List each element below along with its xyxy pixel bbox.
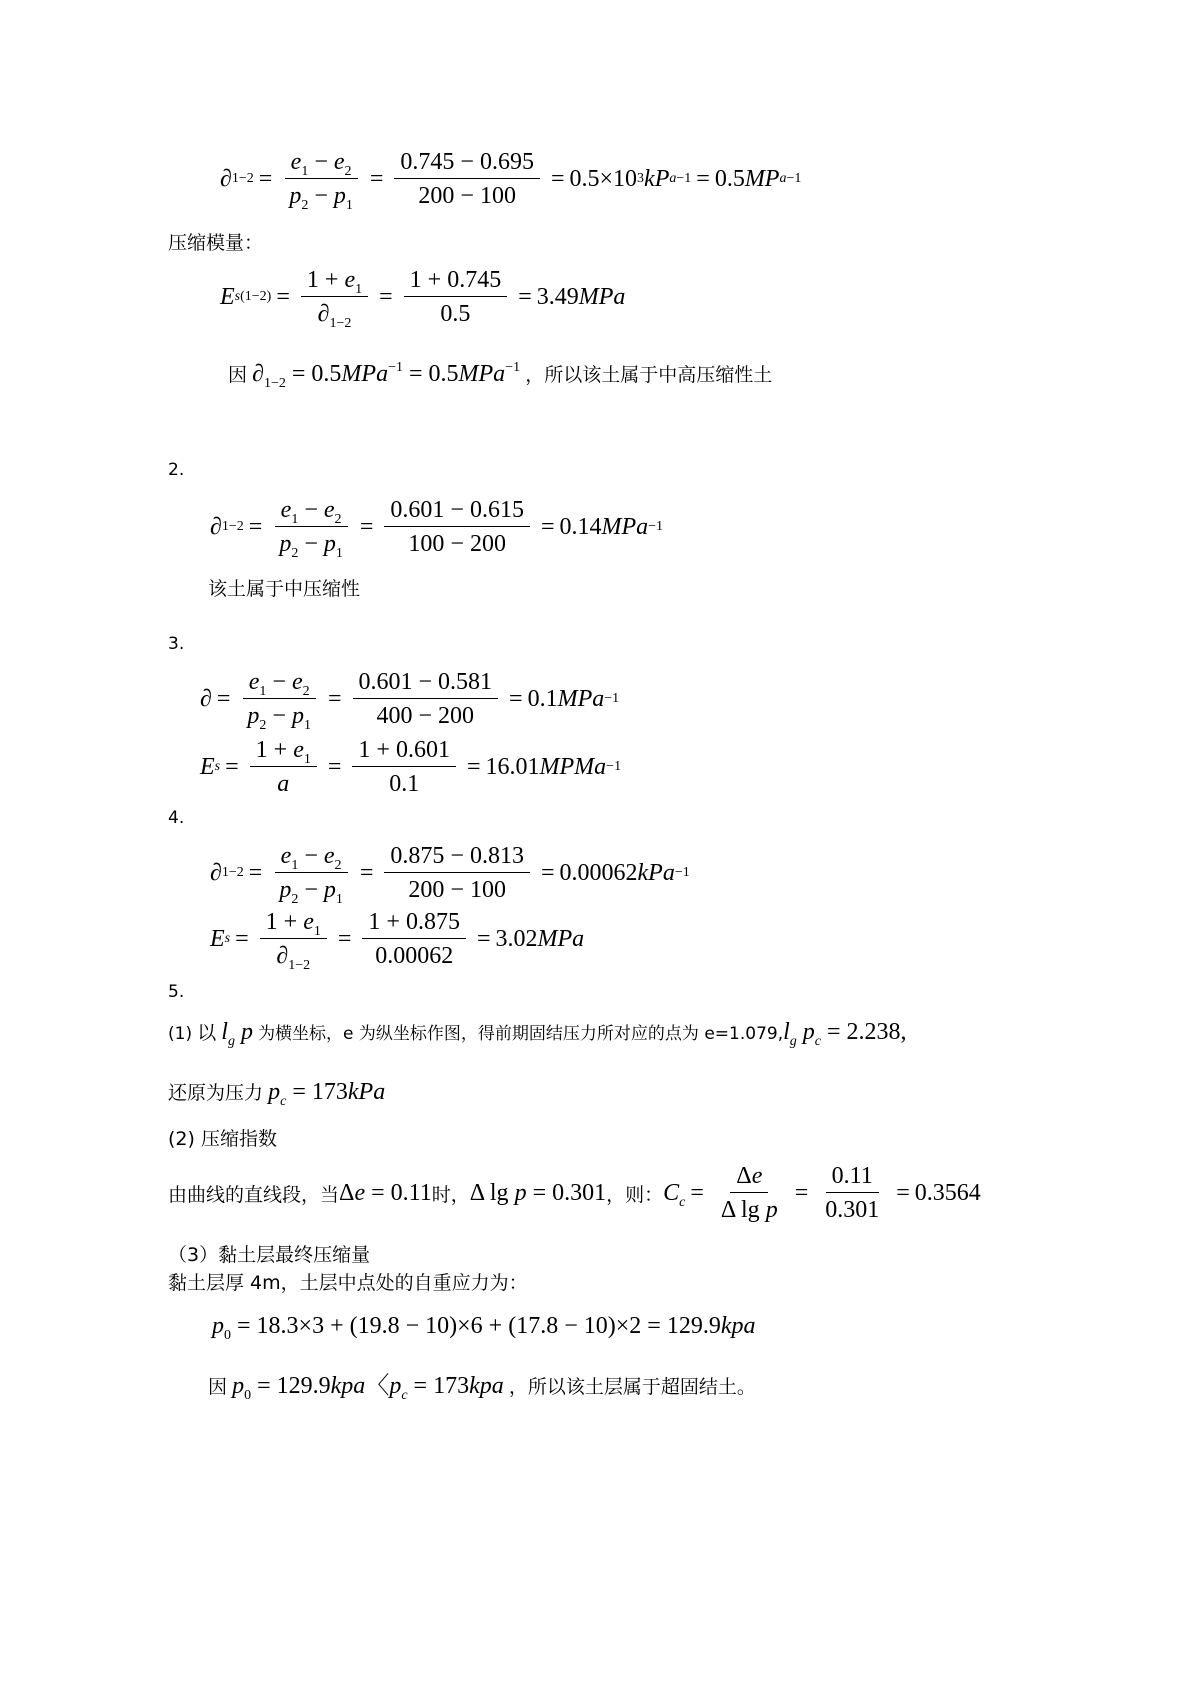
q5-p0-compare: 129.9	[276, 1373, 331, 1399]
q5-part1-text-b: 为横坐标，e 为纵坐标作图，得前期固结压力所对应的点为 e=1.079,	[258, 1024, 784, 1044]
q4-numerator: 0.875 − 0.813	[384, 844, 530, 873]
q5-lgpc: 2.238	[846, 1019, 901, 1045]
q5-part3-thickness: 黏土层厚 4m，土层中点处的自重应力为：	[168, 1272, 528, 1294]
q5-part2-line: 由曲线的直线段，当 Δe = 0.11 时， Δ lg p = 0.301 ，则： $C_c$ = $\frac{\Delta e}{\text{Δ lg p}}$ = $\frac{0.11}{0.301}$ = 0.3564	[168, 1163, 981, 1223]
q2-heading: 2.	[168, 460, 185, 480]
q5-pc: 173	[311, 1079, 348, 1105]
q5-p0-expression: 18.3×3 + (19.8 − 10)×6 + (17.8 − 10)×2	[256, 1313, 642, 1339]
q5-restore-line: 还原为压力 $p_c = 173kPa$	[168, 1079, 386, 1109]
q3-numerator: 0.601 − 0.581	[353, 670, 499, 699]
q2-result: 0.14	[559, 514, 602, 540]
q5-part2-heading: (2) 压缩指数	[168, 1128, 277, 1150]
q3-es-denominator: 0.1	[389, 771, 420, 797]
q5-p0-equation: $p_0 = 18.3\times 3 + (19.8 - 10)\times 6 + (17.8 - 10)\times 2 = 129.9kpa$	[212, 1313, 756, 1343]
q3-heading: 3.	[168, 634, 185, 654]
q4-denominator: 200 − 100	[408, 877, 506, 903]
q1-because-val2: 0.5	[428, 361, 459, 387]
q5-heading: 5.	[168, 982, 185, 1002]
q3-denominator: 400 − 200	[376, 703, 475, 729]
q5-part1-prefix: (1)	[168, 1024, 193, 1044]
q3-modulus-equation: E s = $\frac{1 + e_1}{a}$ = $\frac{1 + 0.601}{0.1}$ = 16.01 MPMa −1	[200, 737, 622, 797]
q5-part1-text-a: 以	[197, 1022, 217, 1044]
q1-numerator: 0.745 − 0.695	[394, 150, 540, 179]
q5-part1-line: (1) 以 $l_g$ p 为横坐标，e 为纵坐标作图，得前期固结压力所对应的点为 $e=1.079,l_g$ $p_c = 2.238$,	[168, 1019, 907, 1049]
q1-es-result: 3.49	[536, 284, 579, 310]
q5-cc-denominator: 0.301	[825, 1197, 880, 1223]
q5-part2-text-c: ，则：	[606, 1183, 664, 1206]
q5-pc-compare: 173	[433, 1373, 470, 1399]
q4-coefficient-equation: ∂ 1−2 = $\frac{e_1 - e_2}{p_2 - p_1}$ = $\frac{0.875 - 0.813}{200 - 100}$ = 0.00062 kPa −1	[210, 843, 690, 907]
q5-p0: 129.9	[666, 1313, 721, 1339]
q2-conclusion: 该土属于中压缩性	[208, 578, 361, 600]
q4-es-denominator: 0.00062	[375, 943, 454, 969]
q5-conclusion: 因 $p_0 = 129.9kpa$〈$p_c = 173kpa$ ，所以该土层属于超固结土。	[208, 1373, 756, 1403]
q2-equation: ∂ 1−2 = $\frac{e_1 - e_2}{p_2 - p_1}$ = $\frac{0.601 - 0.615}{100 - 200}$ = 0.14 MPa −1	[210, 497, 664, 561]
q5-de: 0.11	[390, 1180, 432, 1206]
q1-modulus-equation: E s(1−2) = $\frac{1 + e_1}{\partial_{1-2}}$ = $\frac{1 + 0.745}{0.5}$ = 3.49 MPa	[220, 267, 626, 331]
q4-es-result: 3.02	[495, 926, 538, 952]
q5-part2-text-b: 时，	[431, 1183, 470, 1206]
q4-heading: 4.	[168, 808, 185, 828]
q5-part2-text-a: 由曲线的直线段，当	[168, 1183, 340, 1206]
q3-es-result: 16.01	[485, 754, 540, 780]
q2-denominator: 100 − 200	[408, 531, 506, 557]
q1-conclusion-text: ，所以该土属于中高压缩性土	[525, 364, 773, 386]
q1-conclusion: 因 $\partial_{1-2} = 0.5MPa^{-1} = 0.5MPa^{-1}$ ，所以该土属于中高压缩性土	[228, 360, 773, 391]
q1-es-denominator: 0.5	[440, 301, 471, 327]
q5-conclusion-text: ，所以该土层属于超固结土。	[508, 1376, 756, 1398]
q1-result-a: 0.5×10	[569, 166, 638, 192]
because-label: 因	[228, 364, 248, 386]
q1-es-numerator: 1 + 0.745	[404, 268, 508, 297]
q3-coefficient-equation: ∂ = $\frac{e_1 - e_2}{p_2 - p_1}$ = $\frac{0.601 - 0.581}{400 - 200}$ = 0.1 MPa −1	[200, 669, 620, 733]
q1-coefficient-equation: ∂ 1−2 = $\frac{e_1 - e_2}{p_2 - p_1}$ = $\frac{0.745 - 0.695}{200 - 100}$ = 0.5×10 3 kP a −1 = 0.5 MP a −1	[220, 149, 802, 213]
compress-modulus-heading: 压缩模量：	[168, 232, 264, 254]
q4-modulus-equation: E s = $\frac{1 + e_1}{\partial_{1-2}}$ = $\frac{1 + 0.875}{0.00062}$ = 3.02 MPa	[210, 909, 585, 973]
q1-result-b: 0.5	[714, 166, 745, 192]
q5-cc-numerator: 0.11	[826, 1164, 879, 1193]
q2-numerator: 0.601 − 0.615	[384, 498, 530, 527]
q5-dlgp: 0.301	[552, 1180, 607, 1206]
q3-result: 0.1	[527, 686, 558, 712]
q3-es-numerator: 1 + 0.601	[352, 738, 456, 767]
q1-because-val: 0.5	[311, 361, 342, 387]
q5-because-label: 因	[208, 1376, 228, 1398]
q5-cc: 0.3564	[914, 1180, 981, 1206]
q4-result: 0.00062	[559, 860, 638, 886]
q4-es-numerator: 1 + 0.875	[362, 910, 466, 939]
q5-part3-heading: （3）黏土层最终压缩量	[168, 1244, 371, 1266]
q1-denominator: 200 − 100	[418, 183, 516, 209]
q5-restore-label: 还原为压力	[168, 1082, 264, 1104]
